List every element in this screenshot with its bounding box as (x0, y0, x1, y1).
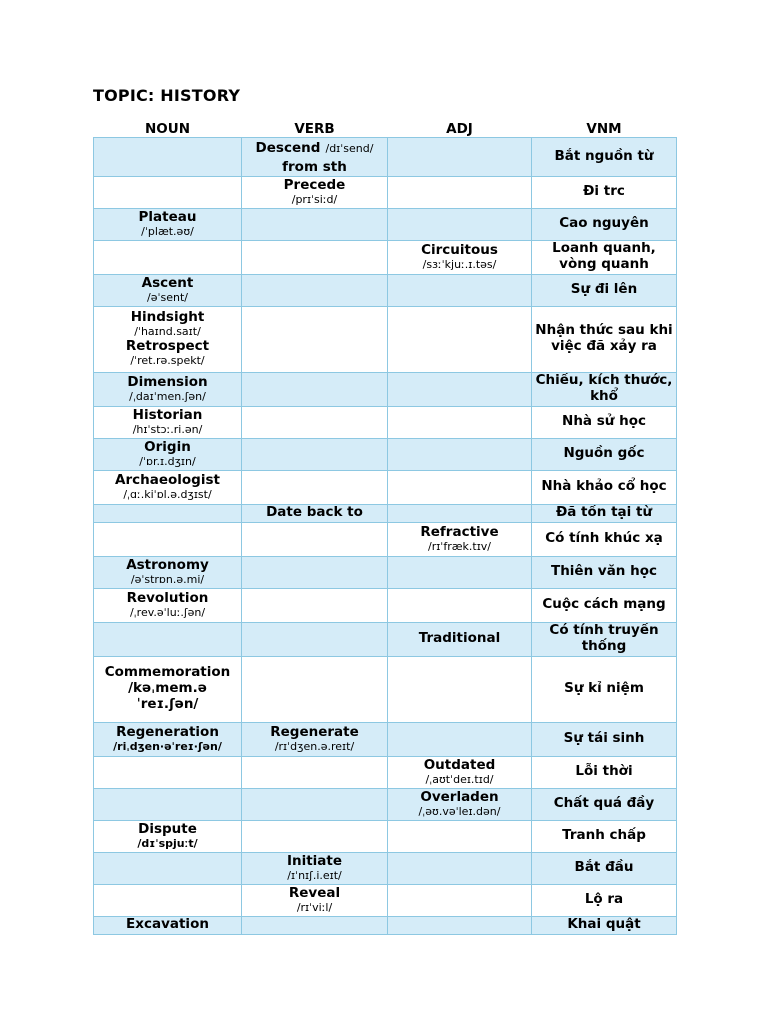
verb-word: Descend (255, 140, 321, 156)
vnm-meaning: Lỗi thời (575, 763, 633, 780)
noun-cell (94, 240, 242, 274)
verb-extra: from sth (282, 158, 347, 175)
adj-ipa: /sɜːˈkjuː.ɪ.təs/ (422, 257, 497, 271)
adj-cell (388, 852, 532, 884)
noun-word-2: Retrospect (125, 338, 210, 355)
noun-cell (94, 588, 242, 622)
adj-cell (388, 306, 532, 372)
verb-cell (242, 556, 388, 588)
noun-cell (94, 788, 242, 820)
table-row (94, 588, 677, 622)
verb-word: Date back to (266, 504, 363, 521)
vnm-meaning: Nhận thức sau khi việc đã xảy ra (535, 322, 673, 355)
vnm-cell (532, 406, 677, 438)
noun-cell (94, 656, 242, 722)
adj-word: Traditional (418, 630, 501, 647)
vnm-meaning: Nguồn gốc (563, 445, 645, 462)
vnm-meaning: Đã tồn tại từ (555, 504, 653, 521)
noun-ipa: /əˈstrɒn.ə.mi/ (130, 572, 205, 586)
adj-cell (388, 438, 532, 470)
vnm-cell (532, 622, 677, 656)
vnm-cell (532, 138, 677, 177)
table-row (94, 916, 677, 934)
vnm-cell (532, 656, 677, 722)
noun-ipa: /kəˌmem.əˈreɪ.ʃən/ (128, 680, 207, 713)
table-header-row (94, 116, 677, 138)
vnm-meaning: Thiên văn học (550, 563, 658, 580)
table-row (94, 176, 677, 208)
vnm-meaning: Sự tái sinh (563, 730, 645, 747)
vnm-cell (532, 852, 677, 884)
adj-cell (388, 504, 532, 522)
noun-cell (94, 138, 242, 177)
adj-cell (388, 556, 532, 588)
noun-cell (94, 438, 242, 470)
verb-cell (242, 820, 388, 852)
noun-ipa: /ˈhaɪnd.saɪt/ (134, 325, 201, 339)
vnm-cell (532, 722, 677, 756)
noun-cell (94, 274, 242, 306)
noun-ipa: /ˌɑː.kiˈɒl.ə.dʒɪst/ (123, 487, 212, 501)
noun-cell (94, 406, 242, 438)
noun-word: Dispute (138, 820, 197, 837)
table-row (94, 852, 677, 884)
vnm-cell (532, 820, 677, 852)
adj-cell (388, 622, 532, 656)
table-row (94, 372, 677, 406)
noun-cell (94, 852, 242, 884)
verb-cell (242, 588, 388, 622)
noun-cell (94, 306, 242, 372)
adj-word: Outdated (423, 756, 496, 773)
table-row (94, 788, 677, 820)
noun-ipa: /hɪˈstɔː.ri.ən/ (132, 422, 203, 436)
noun-ipa: /riˌdʒen·əˈreɪ·ʃən/ (113, 739, 222, 753)
adj-ipa: /ˌəʊ.vəˈleɪ.dən/ (418, 804, 501, 818)
noun-ipa: /ˈplæt.əʊ/ (141, 224, 194, 238)
noun-ipa: /əˈsent/ (147, 290, 188, 304)
adj-ipa: /rɪˈfræk.tɪv/ (427, 539, 492, 553)
table-row (94, 820, 677, 852)
adj-cell (388, 756, 532, 788)
noun-word: Ascent (141, 274, 194, 291)
vnm-cell (532, 470, 677, 504)
header-vnm: VNM (532, 116, 677, 138)
verb-ipa: /ɪˈnɪʃ.i.eɪt/ (287, 868, 342, 882)
noun-word: Origin (144, 438, 191, 455)
adj-cell (388, 240, 532, 274)
verb-cell (242, 656, 388, 722)
table-row (94, 884, 677, 916)
verb-cell (242, 884, 388, 916)
adj-cell (388, 208, 532, 240)
vnm-cell (532, 372, 677, 406)
vnm-cell (532, 240, 677, 274)
verb-word: Initiate (286, 852, 343, 869)
noun-word: Historian (132, 406, 203, 423)
adj-cell (388, 522, 532, 556)
adj-cell (388, 372, 532, 406)
verb-cell (242, 176, 388, 208)
verb-cell (242, 240, 388, 274)
vnm-cell (532, 522, 677, 556)
noun-word: Archaeologist (115, 471, 220, 488)
adj-cell (388, 788, 532, 820)
verb-word: Precede (283, 176, 346, 193)
vnm-meaning: Sự kỉ niệm (564, 680, 644, 697)
verb-cell (242, 274, 388, 306)
adj-word: Circuitous (421, 241, 498, 258)
adj-cell (388, 656, 532, 722)
verb-cell (242, 622, 388, 656)
header-verb: VERB (242, 116, 388, 138)
vnm-meaning: Nhà khảo cổ học (541, 478, 667, 495)
verb-cell (242, 504, 388, 522)
vnm-meaning: Chiều, kích thước, khổ (535, 372, 673, 405)
header-noun: NOUN (94, 116, 242, 138)
vnm-meaning: Đi trc (583, 183, 625, 200)
vnm-cell (532, 756, 677, 788)
adj-cell (388, 884, 532, 916)
noun-ipa: /ˌdaɪˈmen.ʃən/ (129, 389, 206, 403)
adj-word: Refractive (420, 523, 499, 540)
noun-word: Revolution (126, 589, 209, 606)
verb-cell (242, 438, 388, 470)
table-row (94, 208, 677, 240)
verb-ipa: /rɪˈviːl/ (296, 900, 333, 914)
adj-cell (388, 406, 532, 438)
vnm-cell (532, 208, 677, 240)
noun-word: Plateau (138, 208, 197, 225)
adj-ipa: /ˌaʊtˈdeɪ.tɪd/ (425, 772, 494, 786)
vnm-cell (532, 588, 677, 622)
verb-ipa: /prɪˈsiːd/ (291, 192, 338, 206)
vnm-cell (532, 884, 677, 916)
verb-cell (242, 372, 388, 406)
vnm-meaning: Lộ ra (584, 891, 624, 908)
noun-cell (94, 884, 242, 916)
verb-cell (242, 470, 388, 504)
noun-word: Commemoration (104, 664, 231, 681)
vnm-meaning: Cao nguyên (559, 215, 649, 232)
table-row (94, 504, 677, 522)
verb-cell (242, 788, 388, 820)
noun-ipa-2: /ˈret.rə.spekt/ (130, 354, 205, 368)
noun-cell (94, 522, 242, 556)
verb-cell (242, 852, 388, 884)
verb-cell (242, 138, 388, 177)
verb-word: Reveal (288, 884, 341, 901)
noun-ipa: /dɪˈspjuːt/ (137, 836, 198, 850)
table-row (94, 240, 677, 274)
vnm-meaning: Chất quá đầy (553, 795, 655, 812)
adj-cell (388, 176, 532, 208)
noun-cell (94, 470, 242, 504)
noun-word: Dimension (127, 373, 208, 390)
table-row (94, 622, 677, 656)
adj-cell (388, 820, 532, 852)
vnm-cell (532, 504, 677, 522)
header-adj: ADJ (388, 116, 532, 138)
noun-cell (94, 556, 242, 588)
table-row (94, 556, 677, 588)
page-title: TOPIC: HISTORY (93, 86, 241, 105)
vnm-cell (532, 788, 677, 820)
adj-cell (388, 916, 532, 934)
vocabulary-table (93, 116, 677, 935)
noun-cell (94, 372, 242, 406)
adj-cell (388, 588, 532, 622)
verb-word: Regenerate (270, 723, 359, 740)
vnm-meaning: Nhà sử học (562, 413, 646, 430)
noun-cell (94, 916, 242, 934)
noun-cell (94, 504, 242, 522)
verb-ipa: /dɪˈsend/ (325, 142, 374, 155)
table-row (94, 406, 677, 438)
noun-word: Excavation (126, 916, 209, 933)
noun-cell (94, 622, 242, 656)
table-row (94, 656, 677, 722)
table-row (94, 306, 677, 372)
vnm-meaning: Khai quật (567, 916, 641, 933)
verb-cell (242, 916, 388, 934)
vnm-meaning: Tranh chấp (562, 827, 646, 844)
noun-cell (94, 176, 242, 208)
noun-ipa: /ˈɒr.ɪ.dʒɪn/ (139, 454, 196, 468)
noun-word: Hindsight (130, 309, 205, 326)
vnm-meaning: Bắt nguồn từ (554, 147, 654, 164)
noun-word: Astronomy (126, 556, 209, 573)
adj-cell (388, 470, 532, 504)
table-row (94, 722, 677, 756)
vnm-meaning: Bắt đầu (574, 859, 634, 876)
verb-cell (242, 208, 388, 240)
verb-cell (242, 722, 388, 756)
noun-word: Regeneration (116, 723, 219, 740)
noun-cell (94, 820, 242, 852)
vnm-cell (532, 306, 677, 372)
noun-ipa: /ˌrev.əˈluː.ʃən/ (129, 605, 206, 619)
adj-cell (388, 274, 532, 306)
vnm-cell (532, 176, 677, 208)
noun-cell (94, 756, 242, 788)
adj-cell (388, 722, 532, 756)
vnm-meaning: Có tính truyền thống (549, 622, 659, 655)
table-row (94, 274, 677, 306)
verb-cell (242, 406, 388, 438)
table-row (94, 470, 677, 504)
vnm-cell (532, 438, 677, 470)
table-row (94, 138, 677, 177)
verb-cell (242, 756, 388, 788)
vnm-meaning: Có tính khúc xạ (545, 530, 663, 547)
vnm-meaning: Loanh quanh, vòng quanh (552, 240, 656, 273)
table-row (94, 756, 677, 788)
verb-ipa: /rɪˈdʒen.ə.reɪt/ (274, 739, 355, 753)
noun-cell (94, 208, 242, 240)
table-row (94, 438, 677, 470)
vnm-cell (532, 916, 677, 934)
noun-cell (94, 722, 242, 756)
vnm-meaning: Cuộc cách mạng (542, 596, 666, 613)
vnm-meaning: Sự đi lên (570, 281, 638, 298)
vnm-cell (532, 274, 677, 306)
adj-cell (388, 138, 532, 177)
vnm-cell (532, 556, 677, 588)
adj-word: Overladen (420, 788, 499, 805)
verb-cell (242, 522, 388, 556)
table-row (94, 522, 677, 556)
verb-cell (242, 306, 388, 372)
